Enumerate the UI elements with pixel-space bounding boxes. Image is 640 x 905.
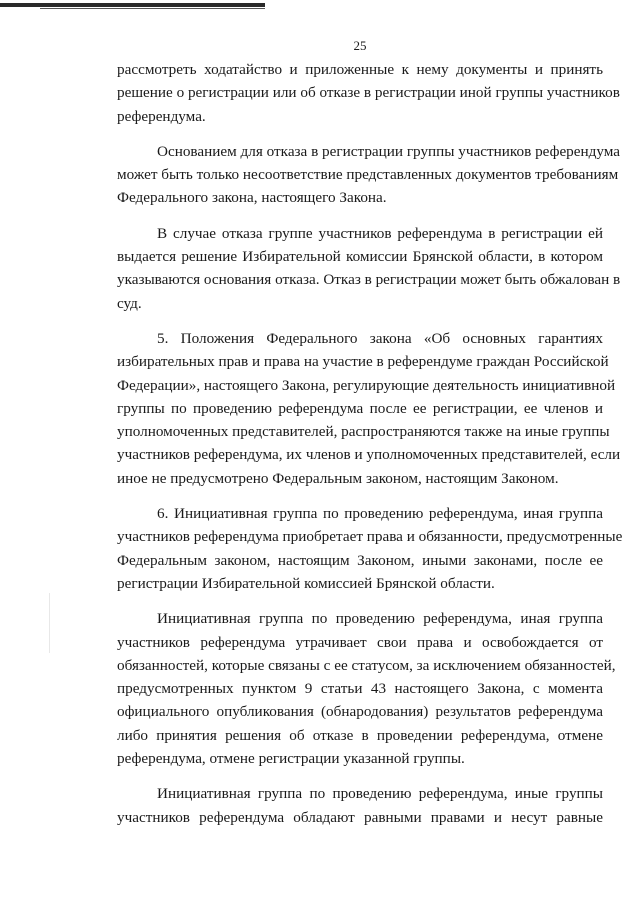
text-line: Основанием для отказа в регистрации группы участников референдума	[157, 142, 621, 160]
paragraph	[117, 327, 621, 490]
text-line: иное не предусмотрено Федеральным законом, настоящим Законом.	[117, 469, 559, 487]
scan-artifact-line	[40, 8, 265, 9]
document-body	[117, 58, 623, 841]
scan-artifact-bar	[0, 3, 265, 7]
text-line: участников референдума утрачивает свои права и освобождается от	[117, 633, 603, 651]
text-line: избирательных прав и права на участие в референдуме граждан Российской	[117, 353, 609, 371]
paragraph	[117, 58, 620, 128]
text-line: Инициативная группа по проведению референдума, иные группы	[157, 785, 603, 803]
text-line: В случае отказа группе участников референдума в регистрации ей	[157, 224, 603, 242]
text-line: указываются основания отказа. Отказ в регистрации может быть обжалован в	[117, 271, 621, 289]
text-line: суд.	[117, 294, 142, 312]
text-line: предусмотренных пунктом 9 статьи 43 настоящего Закона, с момента	[117, 680, 603, 698]
text-line: уполномоченных представителей, распространяются также на иные группы	[117, 423, 610, 441]
text-line: официального опубликования (обнародования) результатов референдума	[117, 703, 603, 721]
text-line: обязанностей, которые связаны с ее статусом, за исключением обязанностей,	[117, 656, 616, 674]
scan-margin-mark	[49, 593, 50, 653]
paragraph	[117, 502, 623, 595]
text-line: решение о регистрации или об отказе в регистрации иной группы участников	[117, 84, 620, 102]
text-line: 5. Положения Федерального закона «Об основных гарантиях	[157, 329, 603, 347]
text-line: участников референдума приобретает права и обязанности, предусмотренные	[117, 528, 623, 546]
text-line: участников референдума, их членов и уполномоченных представителей, если	[117, 446, 621, 464]
text-line: регистрации Избирательной комиссией Брянской области.	[117, 574, 495, 592]
paragraph	[117, 140, 621, 210]
text-line: выдается решение Избирательной комиссии Брянской области, в котором	[117, 248, 603, 266]
text-line: референдума, отмене регистрации указанной группы.	[117, 750, 465, 768]
text-line: 6. Инициативная группа по проведению референдума, иная группа	[157, 505, 603, 523]
text-line: группы по проведению референдума после ее регистрации, ее членов и	[117, 399, 603, 417]
text-line: Федерального закона, настоящего Закона.	[117, 189, 387, 207]
paragraph	[117, 222, 621, 315]
text-line: либо принятия решения об отказе в проведении референдума, отмене	[117, 726, 603, 744]
text-line: может быть только несоответствие представленных документов требованиям	[117, 166, 619, 184]
text-line: Инициативная группа по проведению референдума, иная группа	[157, 610, 603, 628]
paragraph	[117, 607, 616, 770]
text-line: рассмотреть ходатайство и приложенные к нему документы и принять	[117, 61, 603, 78]
text-line: Федерации», настоящего Закона, регулирующие деятельность инициативной	[117, 376, 616, 394]
page-number: 25	[353, 38, 367, 53]
paragraph	[117, 782, 603, 829]
text-line: участников референдума обладают равными правами и несут равные	[117, 808, 603, 826]
text-line: референдума.	[117, 107, 206, 125]
text-line: Федеральным законом, настоящим Законом, иными законами, после ее	[117, 551, 603, 569]
